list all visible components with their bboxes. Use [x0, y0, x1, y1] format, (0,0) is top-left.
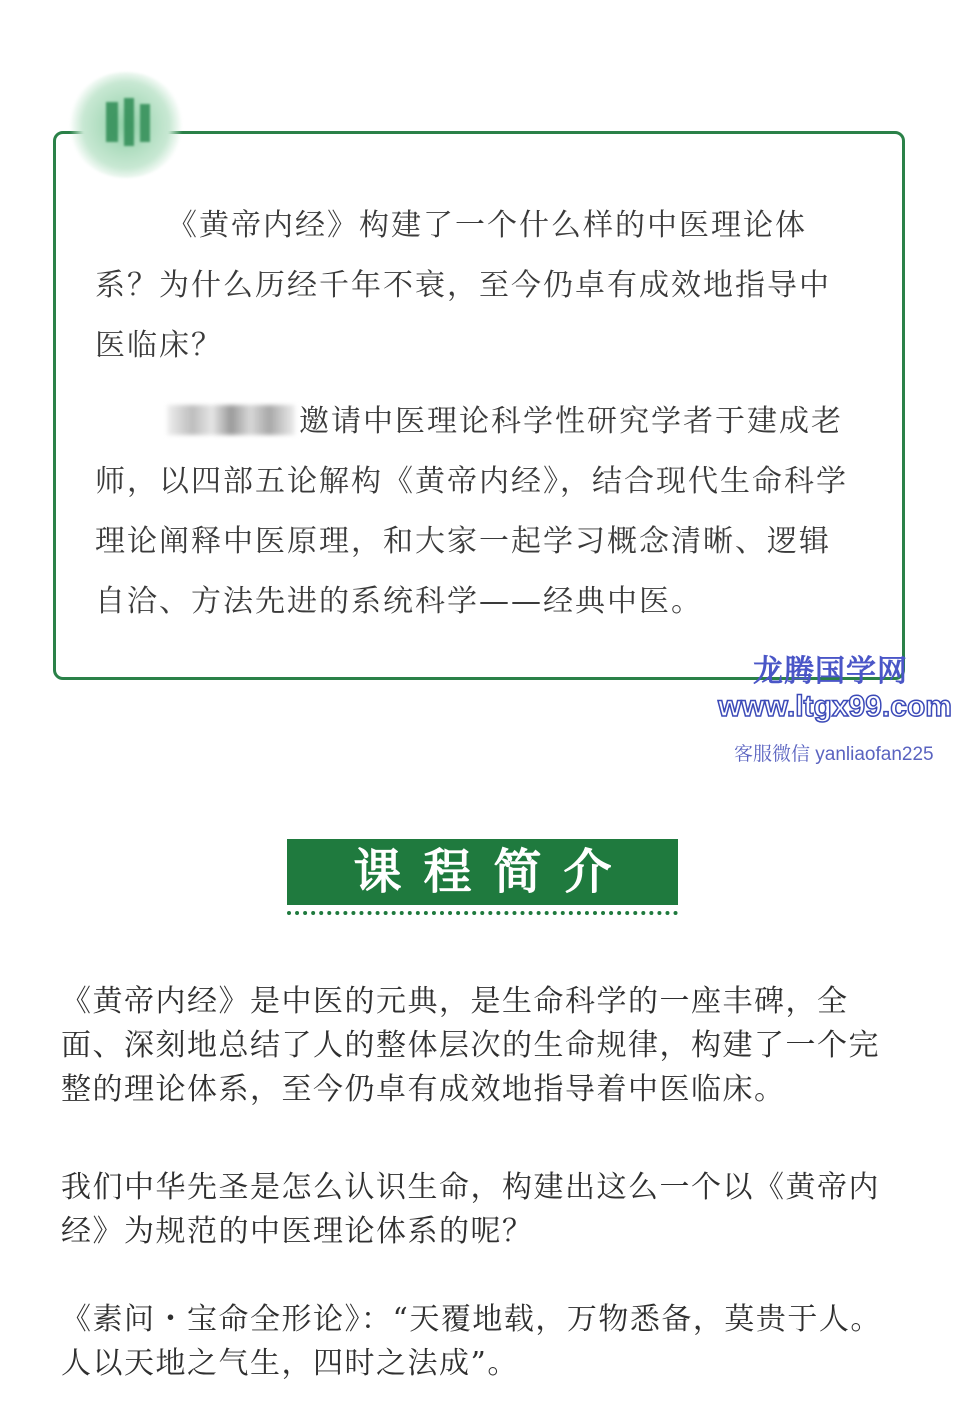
redacted-name: [167, 405, 295, 435]
blurred-logo-icon: [68, 72, 184, 178]
body-paragraph-1: 《黄帝内经》是中医的元典，是生命科学的一座丰碑，全面、深刻地总结了人的整体层次的生命规律，构建了一个完整的理论体系，至今仍卓有成效地指导着中医临床。: [61, 984, 880, 1107]
section-title: 课程简介: [287, 839, 678, 905]
body-paragraph-2: 我们中华先圣是怎么认识生命，构建出这么一个以《黄帝内经》为规范的中医理论体系的呢？: [61, 1170, 880, 1249]
body-paragraph-3: 《素问・宝命全形论》：“天覆地载，万物悉备，莫贵于人。人以天地之气生，四时之法成”。: [61, 1302, 882, 1381]
intro-paragraph-2: 邀请中医理论科学性研究学者于建成老师，以四部五论解构《黄帝内经》，结合现代生命科学理论阐释中医原理，和大家一起学习概念清晰、逻辑自洽、方法先进的系统科学——经典中医。: [95, 404, 848, 619]
intro-paragraph-1: 《黄帝内经》构建了一个什么样的中医理论体系？为什么历经千年不衰，至今仍卓有成效地指导中医临床？: [95, 208, 831, 363]
section-title-underline: [287, 911, 678, 915]
watermark-site-name: 龙腾国学网: [753, 655, 908, 688]
watermark-contact: 客服微信 yanliaofan225: [734, 744, 934, 765]
watermark-url: www.ltgx99.com: [718, 690, 952, 723]
